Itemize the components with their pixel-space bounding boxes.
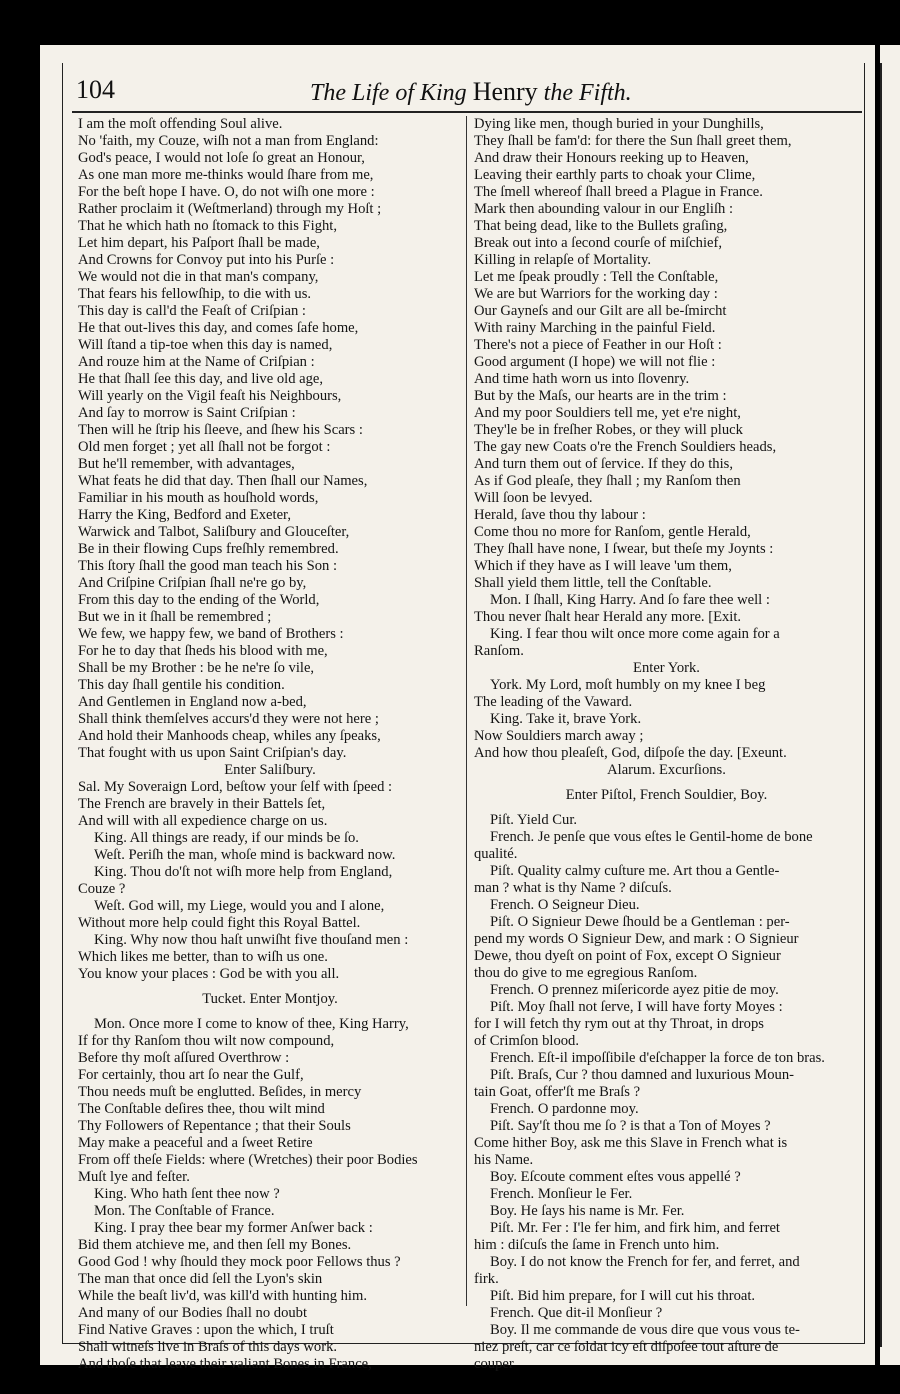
text-line: And ſay to morrow is Saint Criſpian : [78, 405, 296, 421]
text-line: for I will fetch thy rym out at thy Throat, in drops [474, 1016, 764, 1032]
line-gap [78, 1008, 462, 1016]
text-line: Shall think themſelves accurs'd they were not here ; [78, 711, 379, 727]
text-line: For certainly, thou art ſo near the Gulf, [78, 1067, 304, 1083]
text-line: With rainy Marching in the painful Field. [474, 320, 716, 336]
text-line: Find Native Graves : upon the which, I truſt [78, 1322, 334, 1338]
text-line: And rouze him at the Name of Criſpian : [78, 354, 315, 370]
text-line: And my poor Souldiers tell me, yet e're night, [474, 405, 741, 421]
text-line: As one man more me-thinks would ſhare from me, [78, 167, 374, 183]
text-line: They ſhall have none, I ſwear, but theſe my Joynts : [474, 541, 774, 557]
text-line: That being dead, like to the Bullets graſing, [474, 218, 728, 234]
text-line: Which likes me better, than to wiſh us one. [78, 949, 328, 965]
text-line: Muſt lye and feſter. [78, 1169, 190, 1185]
text-line: For he to day that ſheds his blood with me, [78, 643, 328, 659]
text-line: The Conſtable deſires thee, thou wilt mind [78, 1101, 325, 1117]
text-line: That he which hath no ſtomack to this Fight, [78, 218, 338, 234]
text-line: We are but Warriors for the working day : [474, 286, 718, 302]
text-line: Without more help could fight this Royal Battel. [78, 915, 361, 931]
text-line: And thoſe that leave their valiant Bones in France, [78, 1356, 372, 1372]
text-line: Dewe, thou dyeſt on point of Fox, except O Signieur [474, 948, 781, 964]
text-line: Rather proclaim it (Weſtmerland) through my Hoſt ; [78, 201, 382, 217]
text-line: And will with all expedience charge on us. [78, 813, 328, 829]
column-divider [466, 116, 467, 1306]
text-line: Killing in relapſe of Mortality. [474, 252, 651, 268]
text-line: Good God ! why ſhould they mock poor Fellows thus ? [78, 1254, 401, 1270]
text-line: If for thy Ranſom thou wilt now compound, [78, 1033, 335, 1049]
text-line: qualité. [474, 846, 518, 862]
text-line: Leaving their earthly parts to choak your Clime, [474, 167, 756, 183]
text-line: King. I pray thee bear my former Anſwer back : [94, 1220, 373, 1236]
text-line: Weſt. Periſh the man, whoſe mind is backward now. [94, 847, 396, 863]
text-line: Shall yield them little, tell the Conſtable. [474, 575, 712, 591]
text-line: Boy. Eſcoute comment eſtes vous appellé ? [490, 1169, 741, 1185]
text-line: But we in it ſhall be remembred ; [78, 609, 272, 625]
stage-direction: Tucket. Enter Montjoy. [202, 991, 338, 1007]
text-line: What feats he did that day. Then ſhall our Names, [78, 473, 368, 489]
text-line: Mon. Once more I come to know of thee, King Harry, [94, 1016, 409, 1032]
text-line: French. Je penſe que vous eſtes le Gentil-home de bone [490, 829, 813, 845]
text-line: man ? what is thy Name ? diſcuſs. [474, 880, 672, 896]
text-line: Will ſoon be levyed. [474, 490, 593, 506]
text-line: The French are bravely in their Battels ſet, [78, 796, 326, 812]
stage-direction: Enter Saliſbury. [224, 762, 316, 778]
line-gap [78, 983, 462, 991]
text-line: Boy. I do not know the French for fer, and ferret, and [490, 1254, 800, 1270]
text-line: Then will he ſtrip his ſleeve, and ſhew his Scars : [78, 422, 363, 438]
text-line: May make a peaceful and a ſweet Retire [78, 1135, 313, 1151]
text-line: The gay new Coats o're the French Souldiers heads, [474, 439, 777, 455]
adjacent-page-edge [880, 45, 900, 1365]
text-line: I am the moſt offending Soul alive. [78, 116, 283, 132]
text-line: He that ſhall ſee this day, and live old age, [78, 371, 324, 387]
text-line: God's peace, I would not loſe ſo great an Honour, [78, 150, 365, 166]
text-line: Mon. I ſhall, King Harry. And ſo fare thee well : [490, 592, 770, 608]
text-line: That fears his fellowſhip, to die with us. [78, 286, 312, 302]
text-line: Be in their flowing Cups freſhly remembred. [78, 541, 339, 557]
text-line: Thou never ſhalt hear Herald any more. [Exit. [474, 609, 742, 625]
text-line: his Name. [474, 1152, 534, 1168]
text-line: Let me ſpeak proudly : Tell the Conſtable, [474, 269, 719, 285]
text-line: Come hither Boy, ask me this Slave in French what is [474, 1135, 788, 1151]
text-line: French. Que dit-il Monſieur ? [490, 1305, 663, 1321]
text-line: The man that once did ſell the Lyon's skin [78, 1271, 323, 1287]
text-line: And how thou pleaſeſt, God, diſpoſe the day. [Exeunt. [474, 745, 787, 761]
text-line: We few, we happy few, we band of Brothers : [78, 626, 344, 642]
stage-direction: Alarum. Excurſions. [607, 762, 726, 778]
text-line: couper [474, 1356, 514, 1372]
text-line: King. I fear thou wilt once more come again for a [490, 626, 780, 642]
text-line: We would not die in that man's company, [78, 269, 319, 285]
text-line: This day ſhall gentile his condition. [78, 677, 285, 693]
text-line: And Crowns for Convoy put into his Purſe : [78, 252, 335, 268]
text-line: Will ſtand a tip-toe when this day is named, [78, 337, 333, 353]
text-line: Weſt. God will, my Liege, would you and I alone, [94, 898, 385, 914]
text-line: Herald, ſave thou thy labour : [474, 507, 646, 523]
text-line: Come thou no more for Ranſom, gentle Herald, [474, 524, 751, 540]
text-line: There's not a piece of Feather in our Hoſt : [474, 337, 722, 353]
text-line: The ſmell whereof ſhall breed a Plague in France. [474, 184, 763, 200]
text-line: Let him depart, his Paſport ſhall be made, [78, 235, 320, 251]
text-line: He that out-lives this day, and comes ſafe home, [78, 320, 359, 336]
text-line: But by the Maſs, our hearts are in the trim : [474, 388, 727, 404]
text-line: And Gentlemen in England now a-bed, [78, 694, 307, 710]
text-line: Piſt. Quality calmy cuſture me. Art thou a Gentle- [490, 863, 780, 879]
text-line: For the beſt hope I have. O, do not wiſh one more : [78, 184, 375, 200]
text-line: Piſt. O Signieur Dewe ſhould be a Gentleman : per- [490, 914, 790, 930]
page-number: 104 [76, 75, 115, 104]
text-line: Shall witneſs live in Braſs of this days work. [78, 1339, 338, 1355]
text-line: Warwick and Talbot, Saliſbury and Glouceſter, [78, 524, 350, 540]
text-line: French. O prennez miſericorde ayez pitie de moy. [490, 982, 779, 998]
text-line: As if God pleaſe, they ſhall ; my Ranſom then [474, 473, 741, 489]
text-line: Thy Followers of Repentance ; that their Souls [78, 1118, 351, 1134]
title-prefix: The Life of King [310, 80, 467, 106]
text-line: him : diſcuſs the ſame in French unto him. [474, 1237, 720, 1253]
text-line: Shall be my Brother : be he ne're ſo vile, [78, 660, 315, 676]
text-line: But he'll remember, with advantages, [78, 456, 295, 472]
running-title [310, 77, 632, 107]
text-line: No 'faith, my Couze, wiſh not a man from England: [78, 133, 379, 149]
text-line: And time hath worn us into ſlovenry. [474, 371, 690, 387]
text-line: Piſt. Mr. Fer : I'le fer him, and firk him, and ferret [490, 1220, 780, 1236]
text-line: From this day to the ending of the World, [78, 592, 320, 608]
left-column [78, 116, 462, 1373]
text-line: They'le be in freſher Robes, or they will pluck [474, 422, 743, 438]
text-line: Ranſom. [474, 643, 524, 659]
right-column [474, 116, 859, 1373]
text-line: Piſt. Braſs, Cur ? thou damned and luxurious Moun- [490, 1067, 795, 1083]
text-line: Mon. The Conſtable of France. [94, 1203, 275, 1219]
text-line: Which if they have as I will leave 'um them, [474, 558, 732, 574]
text-line: That fought with us upon Saint Criſpian's day. [78, 745, 347, 761]
text-line: Now Souldiers march away ; [474, 728, 644, 744]
text-line: Old men forget ; yet all ſhall not be forgot : [78, 439, 331, 455]
text-line: Before thy moſt aſſured Overthrow : [78, 1050, 290, 1066]
text-line: firk. [474, 1271, 499, 1287]
text-line: And turn them out of ſervice. If they do this, [474, 456, 733, 472]
text-line: of Crimſon blood. [474, 1033, 579, 1049]
text-line: This day is call'd the Feaſt of Criſpian : [78, 303, 306, 319]
text-line: Sal. My Soveraign Lord, beſtow your ſelf with ſpeed : [78, 779, 393, 795]
text-line: Our Gayneſs and our Gilt are all be-ſmircht [474, 303, 727, 319]
running-header [72, 75, 862, 113]
text-line: They ſhall be fam'd: for there the Sun ſhall greet them, [474, 133, 792, 149]
text-line: Familiar in his mouth as houſhold words, [78, 490, 319, 506]
text-line: From off theſe Fields: where (Wretches) their poor Bodies [78, 1152, 418, 1168]
text-line: The leading of the Vaward. [474, 694, 633, 710]
text-line: Mark then abounding valour in our Engliſh : [474, 201, 733, 217]
text-line: Harry the King, Bedford and Exeter, [78, 507, 291, 523]
text-line: Couze ? [78, 881, 126, 897]
text-line: Thou needs muſt be englutted. Beſides, in mercy [78, 1084, 362, 1100]
text-line: Piſt. Bid him prepare, for I will cut his throat. [490, 1288, 756, 1304]
text-line: pend my words O Signieur Dew, and mark : O Signieur [474, 931, 799, 947]
line-gap [474, 779, 859, 787]
text-line: And many of our Bodies ſhall no doubt [78, 1305, 308, 1321]
text-line: niez preſt, car ce ſoldat icy eſt diſpoſee tout aſture de [474, 1339, 779, 1355]
text-line: thou do give to me egregious Ranſom. [474, 965, 698, 981]
text-line: York. My Lord, moſt humbly on my knee I beg [490, 677, 766, 693]
text-line: tain Goat, offer'ſt me Braſs ? [474, 1084, 641, 1100]
text-line: Piſt. Say'ſt thou me ſo ? is that a Ton of Moyes ? [490, 1118, 771, 1134]
text-line: King. Who hath ſent thee now ? [94, 1186, 280, 1202]
text-line: King. Why now thou haſt unwiſht five thouſand men : [94, 932, 409, 948]
text-line: King. Thou do'ſt not wiſh more help from England, [94, 864, 393, 880]
line-gap [474, 804, 859, 812]
title-name: Henry [472, 77, 538, 106]
text-line: French. Monſieur le Fer. [490, 1186, 633, 1202]
text-line: Bid them atchieve me, and then ſell my Bones. [78, 1237, 352, 1253]
text-line: Dying like men, though buried in your Dunghills, [474, 116, 764, 132]
title-suffix: the Fifth. [543, 80, 632, 106]
text-line: Boy. He ſays his name is Mr. Fer. [490, 1203, 685, 1219]
text-line: You know your places : God be with you all. [78, 966, 340, 982]
text-line: And hold their Manhoods cheap, whiles any ſpeaks, [78, 728, 381, 744]
text-line: French. O pardonne moy. [490, 1101, 639, 1117]
text-line: Will yearly on the Vigil feaſt his Neighbours, [78, 388, 342, 404]
text-line: King. All things are ready, if our minds be ſo. [94, 830, 359, 846]
header-rule [72, 111, 862, 113]
text-line: King. Take it, brave York. [490, 711, 642, 727]
text-line: French. Eſt-il impoſſibile d'eſchapper la force de ton bras. [490, 1050, 825, 1066]
text-line: While the beaſt liv'd, was kill'd with hunting him. [78, 1288, 367, 1304]
text-line: French. O Seigneur Dieu. [490, 897, 640, 913]
text-line: Good argument (I hope) we will not flie : [474, 354, 716, 370]
stage-direction: Enter York. [633, 660, 700, 676]
text-line: This ſtory ſhall the good man teach his Son : [78, 558, 338, 574]
text-line: Piſt. Yield Cur. [490, 812, 578, 828]
text-line: Break out into a ſecond courſe of miſchief, [474, 235, 723, 251]
text-line: Piſt. Moy ſhall not ſerve, I will have forty Moyes : [490, 999, 783, 1015]
stage-direction: Enter Piſtol, French Souldier, Boy. [565, 787, 768, 803]
text-line: And draw their Honours reeking up to Heaven, [474, 150, 749, 166]
text-line: And Criſpine Criſpian ſhall ne're go by, [78, 575, 307, 591]
text-line: Boy. Il me commande de vous dire que vous vous te- [490, 1322, 800, 1338]
